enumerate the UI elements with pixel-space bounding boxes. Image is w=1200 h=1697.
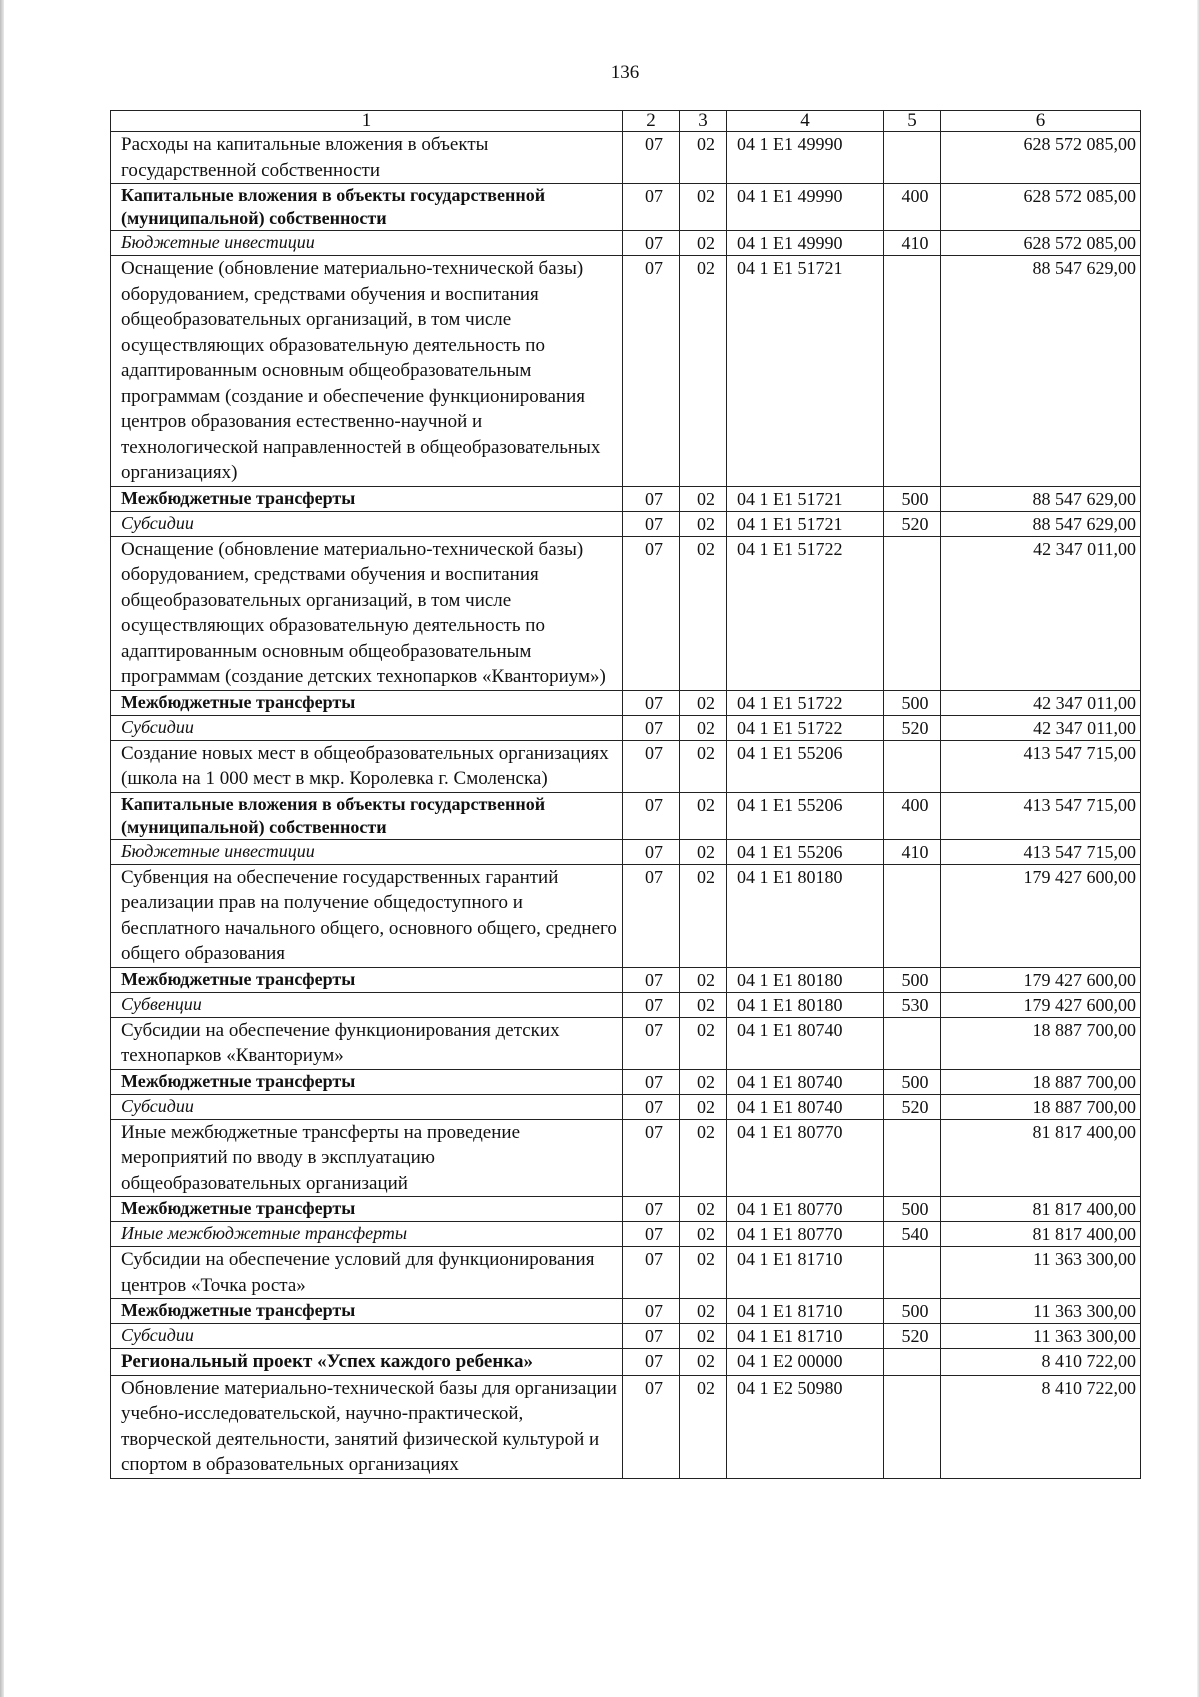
- row-name-cell: Субсидии: [111, 511, 623, 536]
- row-name-cell: Межбюджетные трансферты: [111, 486, 623, 511]
- row-target-article-cell: 04 1 Е1 49990: [727, 132, 884, 184]
- row-expense-type-cell: 520: [884, 1094, 941, 1119]
- row-section-code-cell: 07: [623, 1299, 680, 1324]
- row-expense-type-cell: 500: [884, 1299, 941, 1324]
- row-subsection-code-cell: 02: [680, 1017, 727, 1069]
- row-section-code-cell: 07: [623, 1119, 680, 1197]
- row-expense-type-cell: 410: [884, 231, 941, 256]
- row-section-code-cell: 07: [623, 1069, 680, 1094]
- row-name-cell: Субсидии: [111, 715, 623, 740]
- table-row: [111, 1017, 1141, 1069]
- row-expense-type-cell: [884, 1349, 941, 1376]
- column-header: 3: [680, 111, 727, 132]
- row-section-code-cell: 07: [623, 740, 680, 792]
- row-subsection-code-cell: 02: [680, 1094, 727, 1119]
- row-amount-cell: 81 817 400,00: [941, 1222, 1141, 1247]
- row-expense-type-cell: [884, 740, 941, 792]
- row-name-cell: Субсидии на обеспечение функционирования детских технопарков «Кванториум»: [111, 1017, 623, 1069]
- row-amount-cell: 628 572 085,00: [941, 132, 1141, 184]
- row-subsection-code-cell: 02: [680, 839, 727, 864]
- row-subsection-code-cell: 02: [680, 1299, 727, 1324]
- table-row: [111, 231, 1141, 256]
- row-subsection-code-cell: 02: [680, 864, 727, 967]
- row-expense-type-cell: 530: [884, 992, 941, 1017]
- row-name-cell: Создание новых мест в общеобразовательных организациях (школа на 1 000 мест в мкр. Королевка г. Смоленска): [111, 740, 623, 792]
- row-target-article-cell: 04 1 Е1 51721: [727, 511, 884, 536]
- table-header-row: [111, 111, 1141, 132]
- table-row: [111, 1349, 1141, 1376]
- row-section-code-cell: 07: [623, 1247, 680, 1299]
- row-subsection-code-cell: 02: [680, 231, 727, 256]
- column-header: 6: [941, 111, 1141, 132]
- table-row: [111, 1094, 1141, 1119]
- row-name-cell: Расходы на капитальные вложения в объекты государственной собственности: [111, 132, 623, 184]
- row-expense-type-cell: [884, 1017, 941, 1069]
- table-row: [111, 1375, 1141, 1478]
- row-amount-cell: 628 572 085,00: [941, 184, 1141, 231]
- row-expense-type-cell: 500: [884, 1069, 941, 1094]
- table-row: [111, 715, 1141, 740]
- table-row: [111, 967, 1141, 992]
- row-amount-cell: 179 427 600,00: [941, 992, 1141, 1017]
- row-subsection-code-cell: 02: [680, 486, 727, 511]
- row-target-article-cell: 04 1 Е1 80770: [727, 1119, 884, 1197]
- row-name-cell: Межбюджетные трансферты: [111, 1197, 623, 1222]
- row-target-article-cell: 04 1 Е1 51722: [727, 715, 884, 740]
- row-section-code-cell: 07: [623, 1094, 680, 1119]
- table-row: [111, 839, 1141, 864]
- table-row: [111, 132, 1141, 184]
- row-target-article-cell: 04 1 Е1 55206: [727, 740, 884, 792]
- row-subsection-code-cell: 02: [680, 1247, 727, 1299]
- row-expense-type-cell: [884, 256, 941, 487]
- row-target-article-cell: 04 1 Е1 81710: [727, 1299, 884, 1324]
- row-amount-cell: 18 887 700,00: [941, 1094, 1141, 1119]
- row-amount-cell: 413 547 715,00: [941, 839, 1141, 864]
- row-amount-cell: 81 817 400,00: [941, 1197, 1141, 1222]
- row-section-code-cell: 07: [623, 1375, 680, 1478]
- row-name-cell: Бюджетные инвестиции: [111, 839, 623, 864]
- row-subsection-code-cell: 02: [680, 1349, 727, 1376]
- row-subsection-code-cell: 02: [680, 132, 727, 184]
- row-expense-type-cell: 410: [884, 839, 941, 864]
- row-section-code-cell: 07: [623, 511, 680, 536]
- row-subsection-code-cell: 02: [680, 967, 727, 992]
- row-target-article-cell: 04 1 Е1 51722: [727, 690, 884, 715]
- row-amount-cell: 42 347 011,00: [941, 715, 1141, 740]
- row-expense-type-cell: [884, 1247, 941, 1299]
- row-amount-cell: 11 363 300,00: [941, 1324, 1141, 1349]
- row-amount-cell: 11 363 300,00: [941, 1247, 1141, 1299]
- row-section-code-cell: 07: [623, 184, 680, 231]
- row-amount-cell: 42 347 011,00: [941, 690, 1141, 715]
- row-amount-cell: 88 547 629,00: [941, 486, 1141, 511]
- row-subsection-code-cell: 02: [680, 1197, 727, 1222]
- row-section-code-cell: 07: [623, 132, 680, 184]
- row-subsection-code-cell: 02: [680, 184, 727, 231]
- table-row: [111, 992, 1141, 1017]
- row-amount-cell: 8 410 722,00: [941, 1349, 1141, 1376]
- row-expense-type-cell: 500: [884, 967, 941, 992]
- row-name-cell: Иные межбюджетные трансферты на проведение мероприятий по вводу в эксплуатацию общеобразовательных организаций: [111, 1119, 623, 1197]
- row-name-cell: Межбюджетные трансферты: [111, 690, 623, 715]
- row-section-code-cell: 07: [623, 486, 680, 511]
- row-amount-cell: 88 547 629,00: [941, 511, 1141, 536]
- row-target-article-cell: 04 1 Е2 50980: [727, 1375, 884, 1478]
- table-row: [111, 256, 1141, 487]
- row-name-cell: Иные межбюджетные трансферты: [111, 1222, 623, 1247]
- row-section-code-cell: 07: [623, 536, 680, 690]
- row-section-code-cell: 07: [623, 1017, 680, 1069]
- table-row: [111, 1197, 1141, 1222]
- table-row: [111, 184, 1141, 231]
- row-section-code-cell: 07: [623, 1197, 680, 1222]
- row-target-article-cell: 04 1 Е2 00000: [727, 1349, 884, 1376]
- scan-edge-left: [0, 0, 4, 1697]
- row-section-code-cell: 07: [623, 1222, 680, 1247]
- row-target-article-cell: 04 1 Е1 51721: [727, 486, 884, 511]
- row-name-cell: Региональный проект «Успех каждого ребенка»: [111, 1349, 623, 1376]
- table-row: [111, 1119, 1141, 1197]
- column-header: 4: [727, 111, 884, 132]
- row-amount-cell: 628 572 085,00: [941, 231, 1141, 256]
- row-subsection-code-cell: 02: [680, 256, 727, 487]
- row-subsection-code-cell: 02: [680, 536, 727, 690]
- row-name-cell: Оснащение (обновление материально-технической базы) оборудованием, средствами обучения и воспитания общеобразовательных организаций, в том числе осуществляющих образовательную деятельность по адаптированным основным общеобразовательным программам (создание и обеспечение функционирования центров образования естественно-научной и технологической направленностей в общеобразовательных организациях): [111, 256, 623, 487]
- row-section-code-cell: 07: [623, 1349, 680, 1376]
- row-subsection-code-cell: 02: [680, 740, 727, 792]
- row-name-cell: Межбюджетные трансферты: [111, 1069, 623, 1094]
- row-name-cell: Межбюджетные трансферты: [111, 967, 623, 992]
- row-expense-type-cell: 500: [884, 1197, 941, 1222]
- column-header: 1: [111, 111, 623, 132]
- row-section-code-cell: 07: [623, 1324, 680, 1349]
- row-name-cell: Субвенция на обеспечение государственных гарантий реализации прав на получение общедоступного и бесплатного начального общего, основного общего, среднего общего образования: [111, 864, 623, 967]
- row-amount-cell: 42 347 011,00: [941, 536, 1141, 690]
- row-target-article-cell: 04 1 Е1 81710: [727, 1247, 884, 1299]
- table-row: [111, 1324, 1141, 1349]
- table-row: [111, 1247, 1141, 1299]
- table-row: [111, 792, 1141, 839]
- row-name-cell: Капитальные вложения в объекты государственной (муниципальной) собственности: [111, 184, 623, 231]
- row-amount-cell: 179 427 600,00: [941, 864, 1141, 967]
- row-expense-type-cell: 540: [884, 1222, 941, 1247]
- row-expense-type-cell: [884, 864, 941, 967]
- row-name-cell: Бюджетные инвестиции: [111, 231, 623, 256]
- row-section-code-cell: 07: [623, 715, 680, 740]
- table-body: [111, 132, 1141, 1479]
- row-section-code-cell: 07: [623, 967, 680, 992]
- row-name-cell: Субвенции: [111, 992, 623, 1017]
- column-header: 5: [884, 111, 941, 132]
- budget-table: [110, 110, 1141, 1479]
- row-subsection-code-cell: 02: [680, 690, 727, 715]
- row-name-cell: Капитальные вложения в объекты государственной (муниципальной) собственности: [111, 792, 623, 839]
- row-subsection-code-cell: 02: [680, 992, 727, 1017]
- row-target-article-cell: 04 1 Е1 80180: [727, 967, 884, 992]
- row-expense-type-cell: [884, 1119, 941, 1197]
- table-row: [111, 1069, 1141, 1094]
- row-amount-cell: 179 427 600,00: [941, 967, 1141, 992]
- row-target-article-cell: 04 1 Е1 80180: [727, 992, 884, 1017]
- row-subsection-code-cell: 02: [680, 1375, 727, 1478]
- row-expense-type-cell: [884, 132, 941, 184]
- row-subsection-code-cell: 02: [680, 1069, 727, 1094]
- row-name-cell: Оснащение (обновление материально-технической базы) оборудованием, средствами обучения и воспитания общеобразовательных организаций, в том числе осуществляющих образовательную деятельность по адаптированным основным общеобразовательным программам (создание детских технопарков «Кванториум»): [111, 536, 623, 690]
- row-section-code-cell: 07: [623, 864, 680, 967]
- row-amount-cell: 18 887 700,00: [941, 1069, 1141, 1094]
- row-subsection-code-cell: 02: [680, 1119, 727, 1197]
- row-target-article-cell: 04 1 Е1 80740: [727, 1017, 884, 1069]
- table-row: [111, 486, 1141, 511]
- row-section-code-cell: 07: [623, 792, 680, 839]
- row-target-article-cell: 04 1 Е1 80770: [727, 1222, 884, 1247]
- row-subsection-code-cell: 02: [680, 1324, 727, 1349]
- row-target-article-cell: 04 1 Е1 81710: [727, 1324, 884, 1349]
- row-section-code-cell: 07: [623, 839, 680, 864]
- table-row: [111, 536, 1141, 690]
- row-expense-type-cell: 520: [884, 1324, 941, 1349]
- row-name-cell: Обновление материально-технической базы для организации учебно-исследовательской, научно-практической, творческой деятельности, занятий физической культурой и спортом в образовательных организациях: [111, 1375, 623, 1478]
- row-section-code-cell: 07: [623, 256, 680, 487]
- row-target-article-cell: 04 1 Е1 49990: [727, 231, 884, 256]
- row-expense-type-cell: 500: [884, 486, 941, 511]
- row-name-cell: Субсидии: [111, 1094, 623, 1119]
- column-header: 2: [623, 111, 680, 132]
- row-subsection-code-cell: 02: [680, 1222, 727, 1247]
- row-expense-type-cell: 400: [884, 184, 941, 231]
- row-amount-cell: 8 410 722,00: [941, 1375, 1141, 1478]
- row-target-article-cell: 04 1 Е1 51721: [727, 256, 884, 487]
- row-target-article-cell: 04 1 Е1 80770: [727, 1197, 884, 1222]
- row-subsection-code-cell: 02: [680, 511, 727, 536]
- row-section-code-cell: 07: [623, 992, 680, 1017]
- table-row: [111, 864, 1141, 967]
- table-row: [111, 740, 1141, 792]
- row-name-cell: Межбюджетные трансферты: [111, 1299, 623, 1324]
- row-target-article-cell: 04 1 Е1 55206: [727, 792, 884, 839]
- row-expense-type-cell: [884, 1375, 941, 1478]
- row-name-cell: Субсидии на обеспечение условий для функционирования центров «Точка роста»: [111, 1247, 623, 1299]
- row-expense-type-cell: 520: [884, 511, 941, 536]
- row-amount-cell: 11 363 300,00: [941, 1299, 1141, 1324]
- row-target-article-cell: 04 1 Е1 55206: [727, 839, 884, 864]
- table-row: [111, 690, 1141, 715]
- row-expense-type-cell: [884, 536, 941, 690]
- row-expense-type-cell: 500: [884, 690, 941, 715]
- row-amount-cell: 413 547 715,00: [941, 792, 1141, 839]
- row-section-code-cell: 07: [623, 231, 680, 256]
- row-target-article-cell: 04 1 Е1 80740: [727, 1094, 884, 1119]
- row-target-article-cell: 04 1 Е1 51722: [727, 536, 884, 690]
- row-target-article-cell: 04 1 Е1 80740: [727, 1069, 884, 1094]
- table-row: [111, 511, 1141, 536]
- row-section-code-cell: 07: [623, 690, 680, 715]
- page-number: 136: [610, 62, 640, 83]
- row-amount-cell: 413 547 715,00: [941, 740, 1141, 792]
- row-amount-cell: 88 547 629,00: [941, 256, 1141, 487]
- row-target-article-cell: 04 1 Е1 80180: [727, 864, 884, 967]
- row-name-cell: Субсидии: [111, 1324, 623, 1349]
- row-expense-type-cell: 520: [884, 715, 941, 740]
- row-amount-cell: 18 887 700,00: [941, 1017, 1141, 1069]
- row-subsection-code-cell: 02: [680, 715, 727, 740]
- table-row: [111, 1222, 1141, 1247]
- row-amount-cell: 81 817 400,00: [941, 1119, 1141, 1197]
- row-target-article-cell: 04 1 Е1 49990: [727, 184, 884, 231]
- row-subsection-code-cell: 02: [680, 792, 727, 839]
- table-row: [111, 1299, 1141, 1324]
- row-expense-type-cell: 400: [884, 792, 941, 839]
